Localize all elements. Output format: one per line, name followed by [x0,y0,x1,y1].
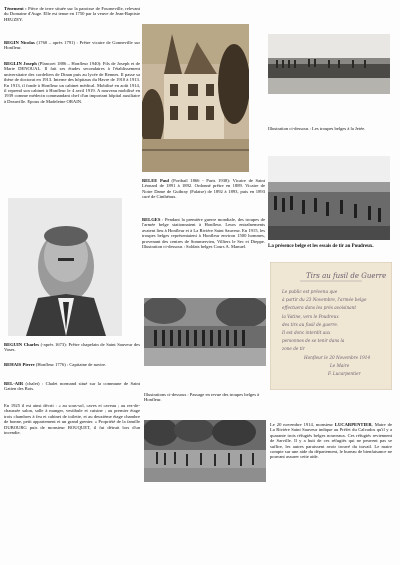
letter-body: Le public est prévenu que à partir du 23 Novembre, l'armée belge effectuera dans les prés avoisinant la Vatine, vers le Poudreux des tirs au fusil de guerre. Il est donc interdit aux personnes de se tenir dans la zone de tir Honfleur le 20 Novembre 1914 Le Maire F. Lucarpentier [282,289,371,377]
entry-beglin-joseph: BEGLIN Joseph (Plancoet 1886 – Honfleur 1940): Fils de Joseph et de Marie DENOUAL. Il fait ses études secondaires à l'établissement universitaire des cordeliers de Dinan puis au lycée de Rennes. Il passe sa thèse de doctorat en 1913. Interne des hôpitaux du Havre de 1910 à 1913. En 1913, il fonde à Honfleur un cabinet médical. Mobilisé en août 1914, il reprend son cabinet à Honfleur le 4 avril 1919. A nouveau mobilisé en 1939 comme médecin commandant chef d'un important hôpital auxiliaire à Deauville. Epoux de Madeleine ORAIN. [4,61,140,104]
entry-bel-air: BEL-AIR (chalet) : Chalet normand situé sur la commune de Saint Gatien des Bois. [4,381,140,392]
entry-belges: BELGES : Pendant la première guerre mondiale, des troupes de l'armée belge stationnaient à Honfleur. Leurs entraînements avaient lieu à Honfleur et à La Rivière Saint Sauveur. En 1915, les troupes belges représentaient à Honfleur environ 1500 hommes, provenant des centres de Sommervieu, Villiers le Sec et Dieppe. Illustration ci-dessous : Soldats belges Cours A. Manuel. [142,217,265,250]
caption-passage-revue: Illustrations ci-dessous : Passage en revue des troupes belges à Honfleur. [144,392,260,403]
letter-title: Tirs au fusil de Guerre [306,272,387,280]
entry-begin-nicolas: BEGIN Nicolas (1760 – après 1791) : Prêtre vicaire de Gonneville sur Honfleur. [4,40,141,51]
troops-shore-photo [268,156,390,240]
entry-belee-paul: BELEE Paul (Portbail 1866 - Paris 1938): Vicaire de Saint Léonard de 1891 à 1892. Ordonné prêtre en 1889. Vicaire de Notre Dame de Guibray (Falaise) de 1892 à 1893, puis en 1893 curé de Cinthéaux. [142,178,265,200]
entry-bel-air-1925: En 1925 il est ainsi décrit : « au sous-sol, caves et caveau ; au rez-de-chaussée salon, salle à manger, vestibule et cuisine ; au premier étage trois chambres à feu et cabinet de toilette, et au deuxième étage chambre de bonne, petit appartement et un grand grenier. » Propriété de la famille DUBOURG puis de monsieur BOUQUET, il fut détruit lors d'un incendie. [4,403,140,436]
soldiers-cours-photo [144,298,266,366]
entry-beguin-charles: BEGUIN Charles (-après 1673): Prêtre chapelain de Saint Sauveur des Vases. [4,342,140,353]
troops-jetty-photo [268,34,390,94]
caption-troupes-jetee: Illustration ci-dessous : Les troupes belges à la Jetée. [268,126,366,131]
portrait-photo [8,198,122,336]
caption-tir-poudreux: La présence belge et les essais de tir au Poudreux. [268,244,374,249]
handwritten-letter [270,262,392,390]
entry-behais-pierre: BEHAIS Pierre (Honfleur 1776) : Capitaine de navire. [4,362,107,367]
entry-tenement: Tènement : Pièce de terre située sur la paroisse de Fourneville, relevant du Domaine d'Auge. Elle est tenue en 1750 par la veuve de Jean-Baptiste HEUZEY. [4,6,141,22]
villa-photo [142,24,249,172]
parade-photo [144,420,266,482]
entry-lucarpentier: Le 20 novembre 1914, monsieur LUCARPENTIER, Maire de La Rivière Saint Sauveur indique au Préfet du Calvados qu'il y a quarante trois réfugiés belges nouveaux. Ces réfugiés reviennent de Sarville. Il y a huit de ces réfugiés qui ne peuvent pas se suffire, les autres paraissent avoir trouvé du travail. Le maire compte sur une aide du département, le bureau de bienfaisance ne pouvant assurer cette aide. [270,422,392,460]
